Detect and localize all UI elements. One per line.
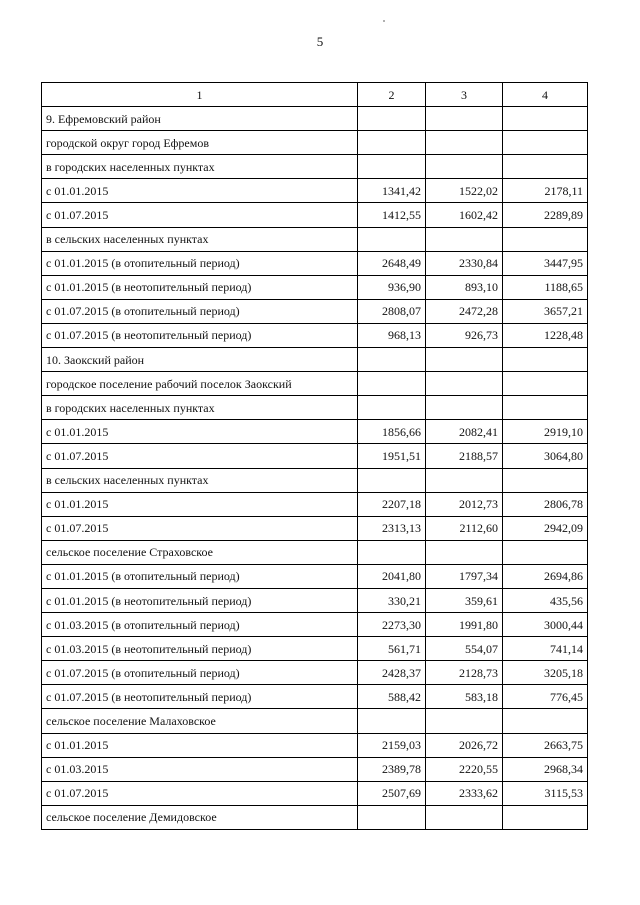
table-row: [42, 251, 588, 275]
table-row: [42, 637, 588, 661]
value-cell: [358, 348, 426, 372]
value-cell: 583,18: [426, 685, 503, 709]
table-row: [42, 299, 588, 323]
table-row: [42, 685, 588, 709]
label-cell: городской округ город Ефремов: [42, 131, 358, 155]
value-cell: 1188,65: [503, 275, 588, 299]
value-cell: 2012,73: [426, 492, 503, 516]
value-cell: [503, 540, 588, 564]
value-cell: 2207,18: [358, 492, 426, 516]
table-row: [42, 540, 588, 564]
value-cell: [358, 227, 426, 251]
value-cell: 1412,55: [358, 203, 426, 227]
value-cell: [426, 227, 503, 251]
value-cell: [503, 155, 588, 179]
table-row: [42, 107, 588, 131]
value-cell: 2273,30: [358, 613, 426, 637]
table-row: [42, 420, 588, 444]
tariff-table-body: [42, 83, 588, 830]
value-cell: 3205,18: [503, 661, 588, 685]
label-cell: с 01.01.2015 (в отопительный период): [42, 564, 358, 588]
table-row: [42, 661, 588, 685]
value-cell: 2289,89: [503, 203, 588, 227]
label-cell: с 01.03.2015 (в неотопительный период): [42, 637, 358, 661]
label-cell: с 01.01.2015 (в неотопительный период): [42, 588, 358, 612]
table-row: [42, 203, 588, 227]
table-row: [42, 179, 588, 203]
table-header-row: [42, 83, 588, 107]
value-cell: [503, 131, 588, 155]
table-row: [42, 588, 588, 612]
label-cell: с 01.03.2015: [42, 757, 358, 781]
tariff-table: [41, 82, 588, 830]
value-cell: 2942,09: [503, 516, 588, 540]
value-cell: 561,71: [358, 637, 426, 661]
value-cell: 2128,73: [426, 661, 503, 685]
value-cell: [426, 348, 503, 372]
value-cell: 2026,72: [426, 733, 503, 757]
value-cell: 2472,28: [426, 299, 503, 323]
label-cell: с 01.07.2015: [42, 444, 358, 468]
value-cell: 2389,78: [358, 757, 426, 781]
value-cell: [358, 155, 426, 179]
table-row: [42, 516, 588, 540]
value-cell: 2041,80: [358, 564, 426, 588]
value-cell: 2808,07: [358, 299, 426, 323]
value-cell: 2159,03: [358, 733, 426, 757]
value-cell: 554,07: [426, 637, 503, 661]
value-cell: [358, 709, 426, 733]
value-cell: [426, 540, 503, 564]
label-cell: с 01.07.2015 (в неотопительный период): [42, 685, 358, 709]
value-cell: 2648,49: [358, 251, 426, 275]
page-number: 5: [316, 34, 324, 49]
value-cell: 3115,53: [503, 781, 588, 805]
value-cell: 2082,41: [426, 420, 503, 444]
label-cell: сельское поселение Страховское: [42, 540, 358, 564]
value-cell: 3064,80: [503, 444, 588, 468]
value-cell: 1341,42: [358, 179, 426, 203]
value-cell: [503, 396, 588, 420]
value-cell: 2178,11: [503, 179, 588, 203]
value-cell: [358, 805, 426, 829]
label-cell: с 01.01.2015 (в неотопительный период): [42, 275, 358, 299]
header-cell: 2: [358, 83, 426, 107]
table-row: [42, 323, 588, 347]
label-cell: с 01.01.2015: [42, 492, 358, 516]
label-cell: в городских населенных пунктах: [42, 396, 358, 420]
value-cell: [358, 468, 426, 492]
label-cell: с 01.07.2015 (в отопительный период): [42, 661, 358, 685]
label-cell: с 01.07.2015 (в неотопительный период): [42, 323, 358, 347]
value-cell: [358, 372, 426, 396]
value-cell: [426, 396, 503, 420]
value-cell: [503, 107, 588, 131]
value-cell: [358, 107, 426, 131]
label-cell: с 01.07.2015: [42, 203, 358, 227]
label-cell: с 01.01.2015 (в отопительный период): [42, 251, 358, 275]
value-cell: [426, 155, 503, 179]
value-cell: 926,73: [426, 323, 503, 347]
header-cell: 4: [503, 83, 588, 107]
value-cell: 2806,78: [503, 492, 588, 516]
value-cell: 359,61: [426, 588, 503, 612]
value-cell: 3657,21: [503, 299, 588, 323]
table-row: [42, 155, 588, 179]
label-cell: в сельских населенных пунктах: [42, 227, 358, 251]
label-cell: с 01.07.2015 (в отопительный период): [42, 299, 358, 323]
table-row: [42, 733, 588, 757]
scan-speck: [383, 20, 385, 22]
value-cell: 1797,34: [426, 564, 503, 588]
value-cell: 2968,34: [503, 757, 588, 781]
table-row: [42, 709, 588, 733]
value-cell: 2188,57: [426, 444, 503, 468]
label-cell: 10. Заокский район: [42, 348, 358, 372]
value-cell: 2663,75: [503, 733, 588, 757]
value-cell: 1951,51: [358, 444, 426, 468]
value-cell: 3000,44: [503, 613, 588, 637]
value-cell: 2694,86: [503, 564, 588, 588]
table-row: [42, 444, 588, 468]
label-cell: в городских населенных пунктах: [42, 155, 358, 179]
table-row: [42, 372, 588, 396]
table-row: [42, 613, 588, 637]
label-cell: сельское поселение Малаховское: [42, 709, 358, 733]
value-cell: 3447,95: [503, 251, 588, 275]
value-cell: 2313,13: [358, 516, 426, 540]
value-cell: 2507,69: [358, 781, 426, 805]
value-cell: 2333,62: [426, 781, 503, 805]
label-cell: в сельских населенных пунктах: [42, 468, 358, 492]
header-cell: 1: [42, 83, 358, 107]
value-cell: 2220,55: [426, 757, 503, 781]
value-cell: [358, 396, 426, 420]
value-cell: [503, 709, 588, 733]
label-cell: с 01.03.2015 (в отопительный период): [42, 613, 358, 637]
table-row: [42, 564, 588, 588]
value-cell: [503, 372, 588, 396]
value-cell: 330,21: [358, 588, 426, 612]
table-row: [42, 396, 588, 420]
label-cell: сельское поселение Демидовское: [42, 805, 358, 829]
value-cell: 893,10: [426, 275, 503, 299]
value-cell: [503, 468, 588, 492]
value-cell: [426, 107, 503, 131]
value-cell: 2112,60: [426, 516, 503, 540]
header-cell: 3: [426, 83, 503, 107]
value-cell: [503, 227, 588, 251]
value-cell: 936,90: [358, 275, 426, 299]
value-cell: [358, 540, 426, 564]
value-cell: [426, 805, 503, 829]
label-cell: с 01.07.2015: [42, 516, 358, 540]
table-row: [42, 492, 588, 516]
table-row: [42, 131, 588, 155]
table-row: [42, 781, 588, 805]
value-cell: [426, 468, 503, 492]
value-cell: 2428,37: [358, 661, 426, 685]
value-cell: 588,42: [358, 685, 426, 709]
table-row: [42, 227, 588, 251]
value-cell: 1522,02: [426, 179, 503, 203]
label-cell: городское поселение рабочий поселок Заокский: [42, 372, 358, 396]
label-cell: с 01.01.2015: [42, 733, 358, 757]
value-cell: 1991,80: [426, 613, 503, 637]
table-row: [42, 348, 588, 372]
value-cell: 2919,10: [503, 420, 588, 444]
value-cell: [503, 348, 588, 372]
table-row: [42, 805, 588, 829]
value-cell: 1856,66: [358, 420, 426, 444]
value-cell: 968,13: [358, 323, 426, 347]
value-cell: [503, 805, 588, 829]
label-cell: с 01.07.2015: [42, 781, 358, 805]
value-cell: 1602,42: [426, 203, 503, 227]
value-cell: [426, 709, 503, 733]
value-cell: [426, 372, 503, 396]
label-cell: с 01.01.2015: [42, 420, 358, 444]
label-cell: с 01.01.2015: [42, 179, 358, 203]
table-row: [42, 757, 588, 781]
value-cell: [358, 131, 426, 155]
value-cell: 741,14: [503, 637, 588, 661]
value-cell: 2330,84: [426, 251, 503, 275]
value-cell: 776,45: [503, 685, 588, 709]
value-cell: [426, 131, 503, 155]
table-row: [42, 275, 588, 299]
table-row: [42, 468, 588, 492]
value-cell: 1228,48: [503, 323, 588, 347]
label-cell: 9. Ефремовский район: [42, 107, 358, 131]
value-cell: 435,56: [503, 588, 588, 612]
